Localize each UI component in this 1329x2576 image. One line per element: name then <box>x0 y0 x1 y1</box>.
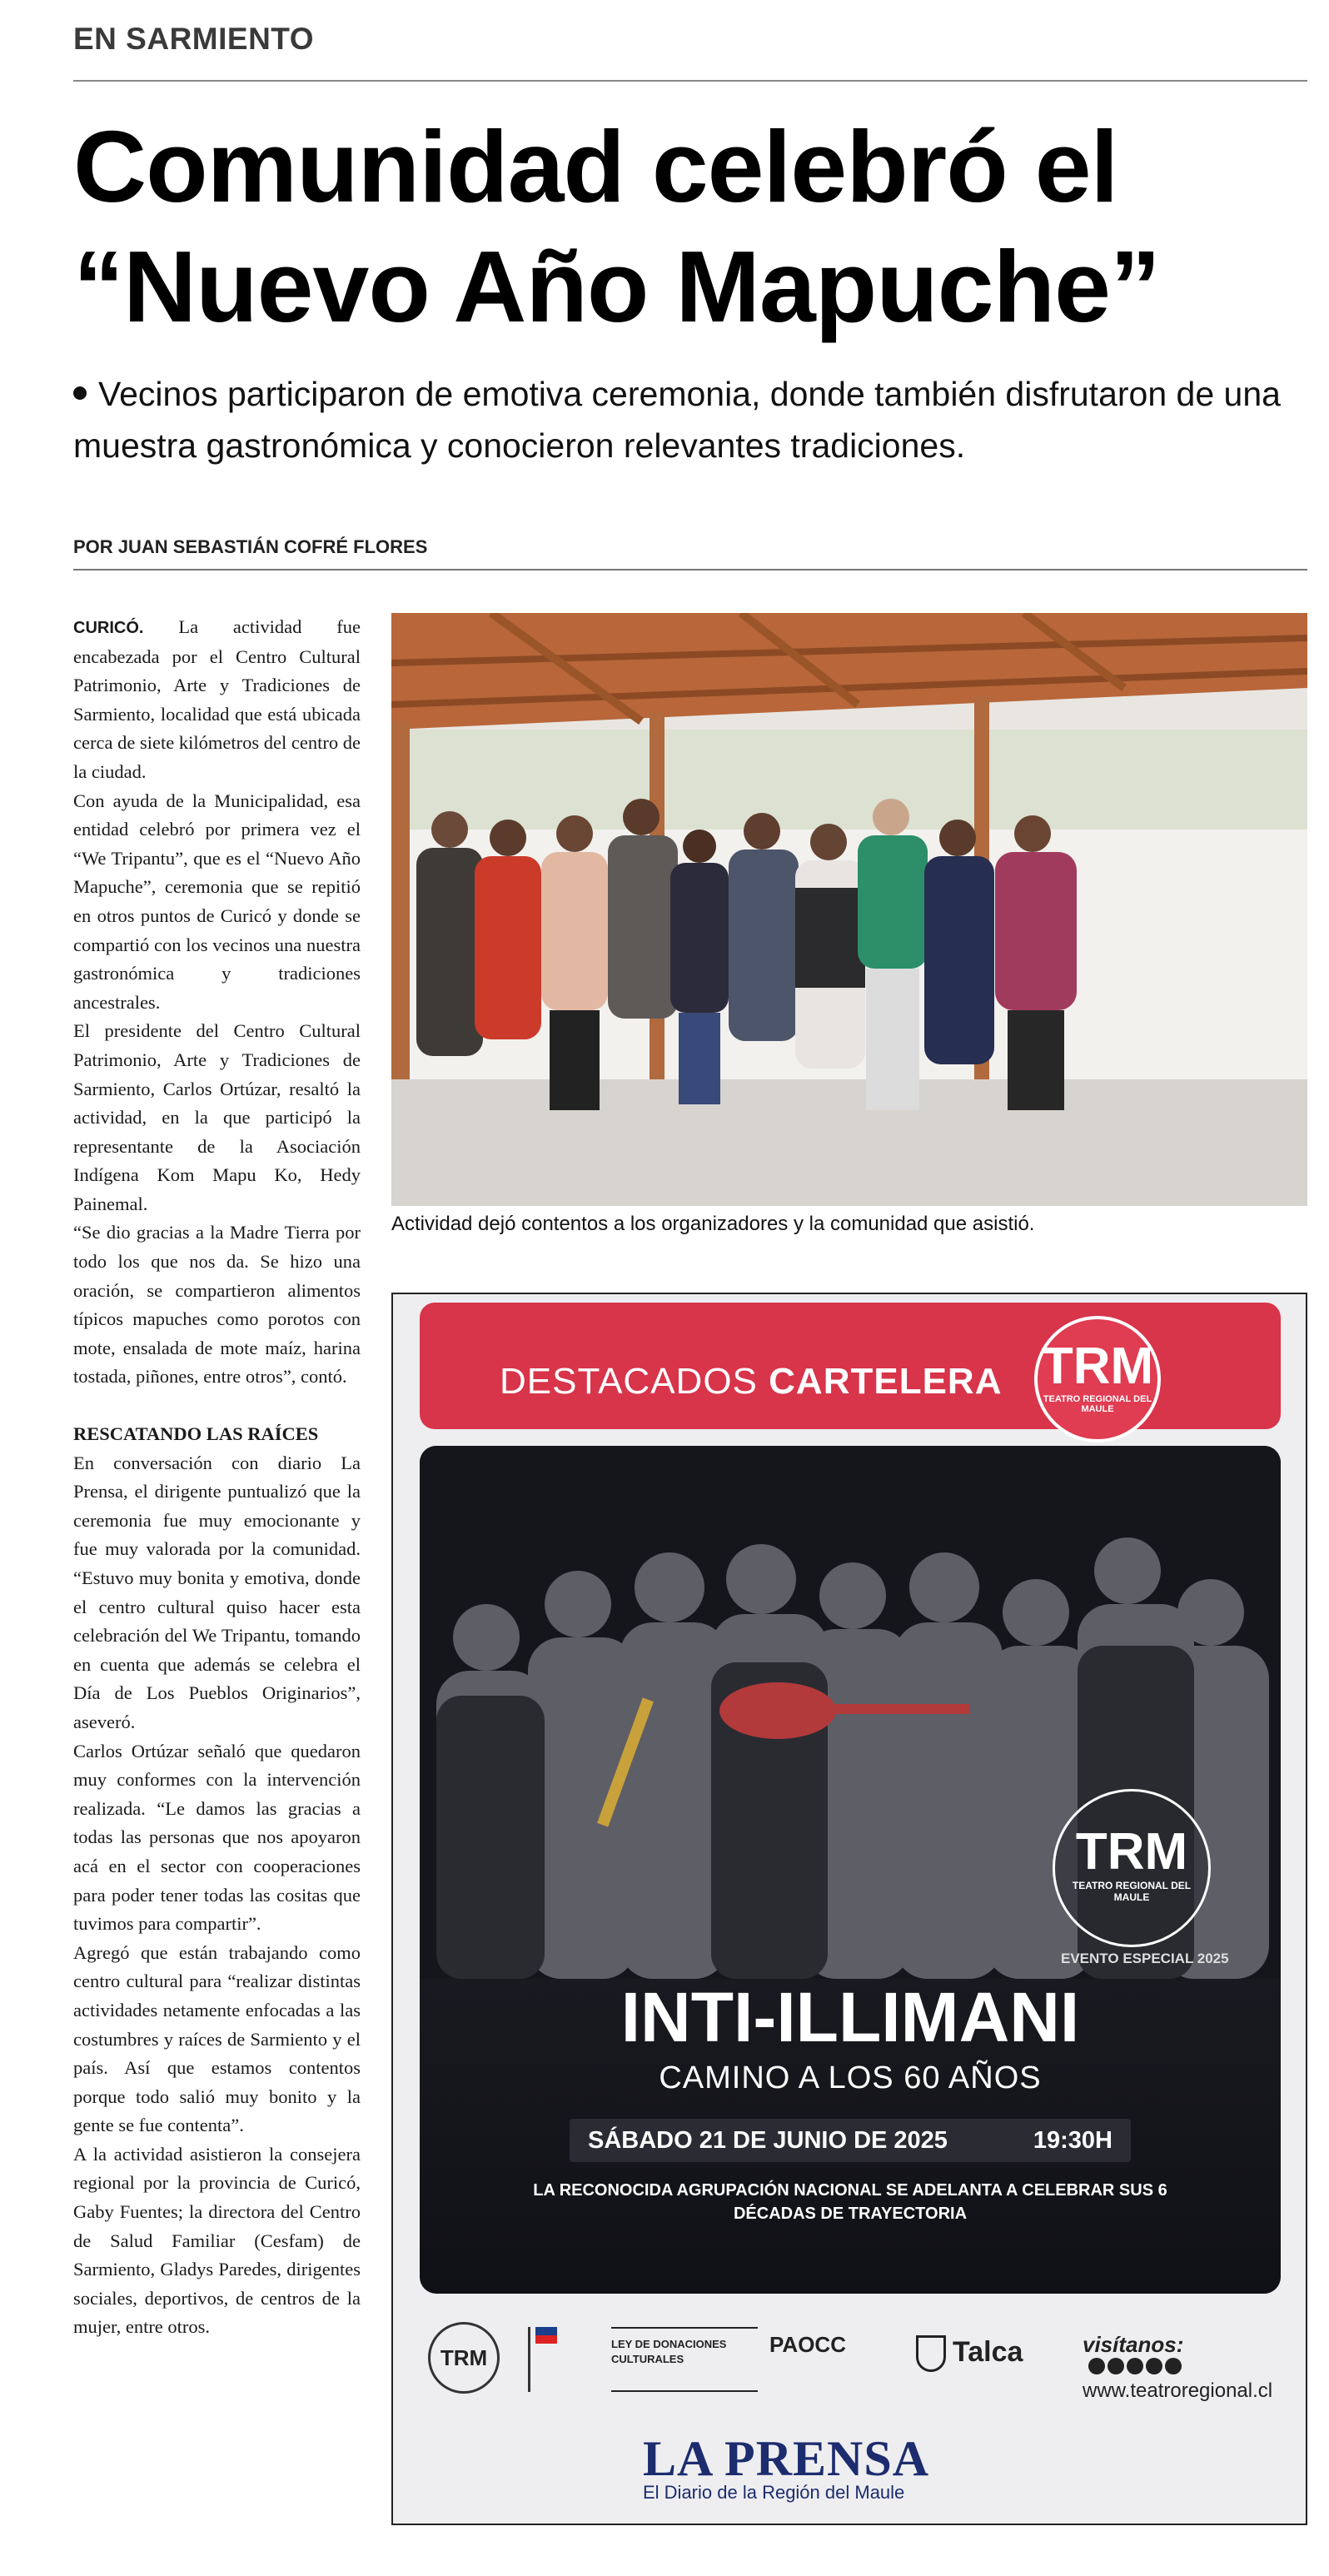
event-advertisement <box>391 1293 1307 2525</box>
social-icon <box>1108 2358 1124 2374</box>
ley-donaciones-logo: LEY DE DONACIONES CULTURALES <box>611 2327 758 2392</box>
ad-header-text <box>500 1361 1002 1403</box>
event-time: 19:30H <box>1033 2127 1112 2154</box>
event-tagline: CAMINO A LOS 60 AÑOS <box>659 2060 1042 2095</box>
headline-line-1: Comunidad celebró el <box>73 110 1118 223</box>
trm-poster-logo-text: TRM <box>1075 1823 1188 1881</box>
paragraph-3: El presidente del Centro Cultural Patrimonio, Arte y Tradiciones de Sarmiento, Carlos Ortúzar, resaltó la actividad, en la que participó la representante de la Asociación Indígena Kom Mapu Ko, Hedy Painemal. <box>73 1020 361 1214</box>
article-body <box>73 613 361 2342</box>
newspaper-tagline: El Diario de la Región del Maule <box>643 2482 905 2503</box>
newspaper-name: LA PRENSA <box>643 2431 930 2486</box>
paragraph-5: En conversación con diario La Prensa, el dirigente puntualizó que la ceremonia fue muy emocionante y fue muy valorada por la comunidad. “Estuvo muy bonita y emotiva, donde el centro cultural quiso hacer esta celebración del We Tripantu, tomando en cuenta que además se celebra el Día de Los Pueblos Originarios”, aseveró. <box>73 1452 361 1732</box>
paragraph-4: “Se dio gracias a la Madre Tierra por todo los que nos da. Se hizo una oración, se compartieron alimentos típicos mapuches como porotos con mote, ensalada de mote maíz, harina tostada, piñones, entre otros”, contó. <box>73 1222 361 1388</box>
byline: POR JUAN SEBASTIÁN COFRÉ FLORES <box>73 536 428 557</box>
concert-poster <box>420 1446 1281 2294</box>
trm-logo-poster <box>1053 1789 1211 1947</box>
top-divider <box>73 80 1307 82</box>
subhead <box>73 368 1297 471</box>
chile-flag-icon <box>535 2327 557 2344</box>
paragraph-8: A la actividad asistieron la consejera regional por la provincia de Curicó, Gaby Fuentes; la directora del Centro de Salud Familiar (Cesfam) de Sarmiento, Gladys Paredes, dirigentes sociales, deportivos, de centros de la mujer, entre otros. <box>73 2143 361 2338</box>
social-icon <box>1088 2358 1105 2374</box>
trm-logo-badge <box>1034 1316 1161 1442</box>
paragraph-6: Carlos Ortúzar señaló que quedaron muy conformes con la intervención realizada. “Le damos las gracias a todas las personas que nos apoyaron acá en el sector con cooperaciones para poder tener todas las cositas que tuvimos para compartir”. <box>73 1740 361 1935</box>
date-bar <box>570 2119 1131 2162</box>
subhead-text: Vecinos participaron de emotiva ceremonia, donde también disfrutaron de una muestra gastronómica y conocieron relevantes tradiciones. <box>73 375 1281 465</box>
artist-name: INTI-ILLIMANI <box>620 1978 1080 2056</box>
article-photo <box>391 613 1307 1206</box>
trm-logo-subtitle: TEATRO REGIONAL DEL MAULE <box>1043 1394 1152 1414</box>
ad-header-bold: CARTELERA <box>769 1361 1003 1402</box>
la-prensa-logo <box>643 2431 1059 2509</box>
headline-line-2: “Nuevo Año Mapuche” <box>73 230 1161 343</box>
talca-logo <box>916 2335 1058 2385</box>
group-photo-illustration <box>391 613 1307 1206</box>
event-description: LA RECONOCIDA AGRUPACIÓN NACIONAL SE ADELANTA A CELEBRAR SUS 6 DÉCADAS DE TRAYECTORIA <box>533 2181 1167 2223</box>
social-icon <box>1127 2358 1143 2374</box>
photo-caption: Actividad dejó contentos a los organizadores y la comunidad que asistió. <box>391 1213 1035 1235</box>
paragraph-1 <box>73 613 361 787</box>
ad-header-light: DESTACADOS <box>500 1361 758 1402</box>
visit-block <box>1083 2332 1282 2403</box>
event-date: SÁBADO 21 DE JUNIO DE 2025 <box>588 2127 948 2154</box>
visit-label: visítanos: <box>1083 2332 1184 2357</box>
section-tag: EN SARMIENTO <box>73 22 315 56</box>
paragraph-2: Con ayuda de la Municipalidad, esa entidad celebró por primera vez el “We Tripantu”, que es el “Nuevo Año Mapuche”, ceremonia que se repitió en otros puntos de Curicó y donde se compartió con los vecinos una nuestra gastronómica y tradiciones ancestrales. <box>73 790 361 1013</box>
headline <box>73 107 1297 346</box>
social-icons <box>1086 2358 1182 2374</box>
event-label: EVENTO ESPECIAL 2025 <box>1061 1951 1229 1966</box>
paocc-logo: PAOCC <box>769 2332 846 2357</box>
section-subtitle: RESCATANDO LAS RAÍCES <box>73 1423 319 1445</box>
dateline: CURICÓ. <box>73 619 144 637</box>
trm-small-logo: TRM <box>428 2322 500 2394</box>
sponsor-logos <box>420 2315 1281 2407</box>
talca-shield-icon <box>916 2335 946 2372</box>
social-icon <box>1165 2358 1182 2374</box>
paragraph-7: Agregó que están trabajando como centro cultural para “realizar distintas actividades netamente enfocadas a las costumbres y raíces de Sarmiento y el país. Así que estamos contentos porque todo salió muy bonito y la gente se fue contenta”. <box>73 1941 361 2136</box>
trm-poster-logo-subtitle: TEATRO REGIONAL DEL MAULE <box>1072 1880 1192 1903</box>
byline-divider <box>73 569 1307 571</box>
bullet-icon <box>73 386 87 400</box>
website-url: www.teatroregional.cl <box>1083 2379 1273 2402</box>
social-icon <box>1146 2358 1162 2374</box>
trm-logo-text: TRM <box>1041 1338 1154 1395</box>
talca-logo-text: Talca <box>953 2335 1023 2368</box>
paragraph-1-text: La actividad fue encabezada por el Centro Cultural Patrimonio, Arte y Tradiciones de Sarmiento, localidad que está ubicada cerca de siete kilómetros del centro de la ciudad. <box>73 616 361 782</box>
ministry-logo <box>528 2327 605 2392</box>
